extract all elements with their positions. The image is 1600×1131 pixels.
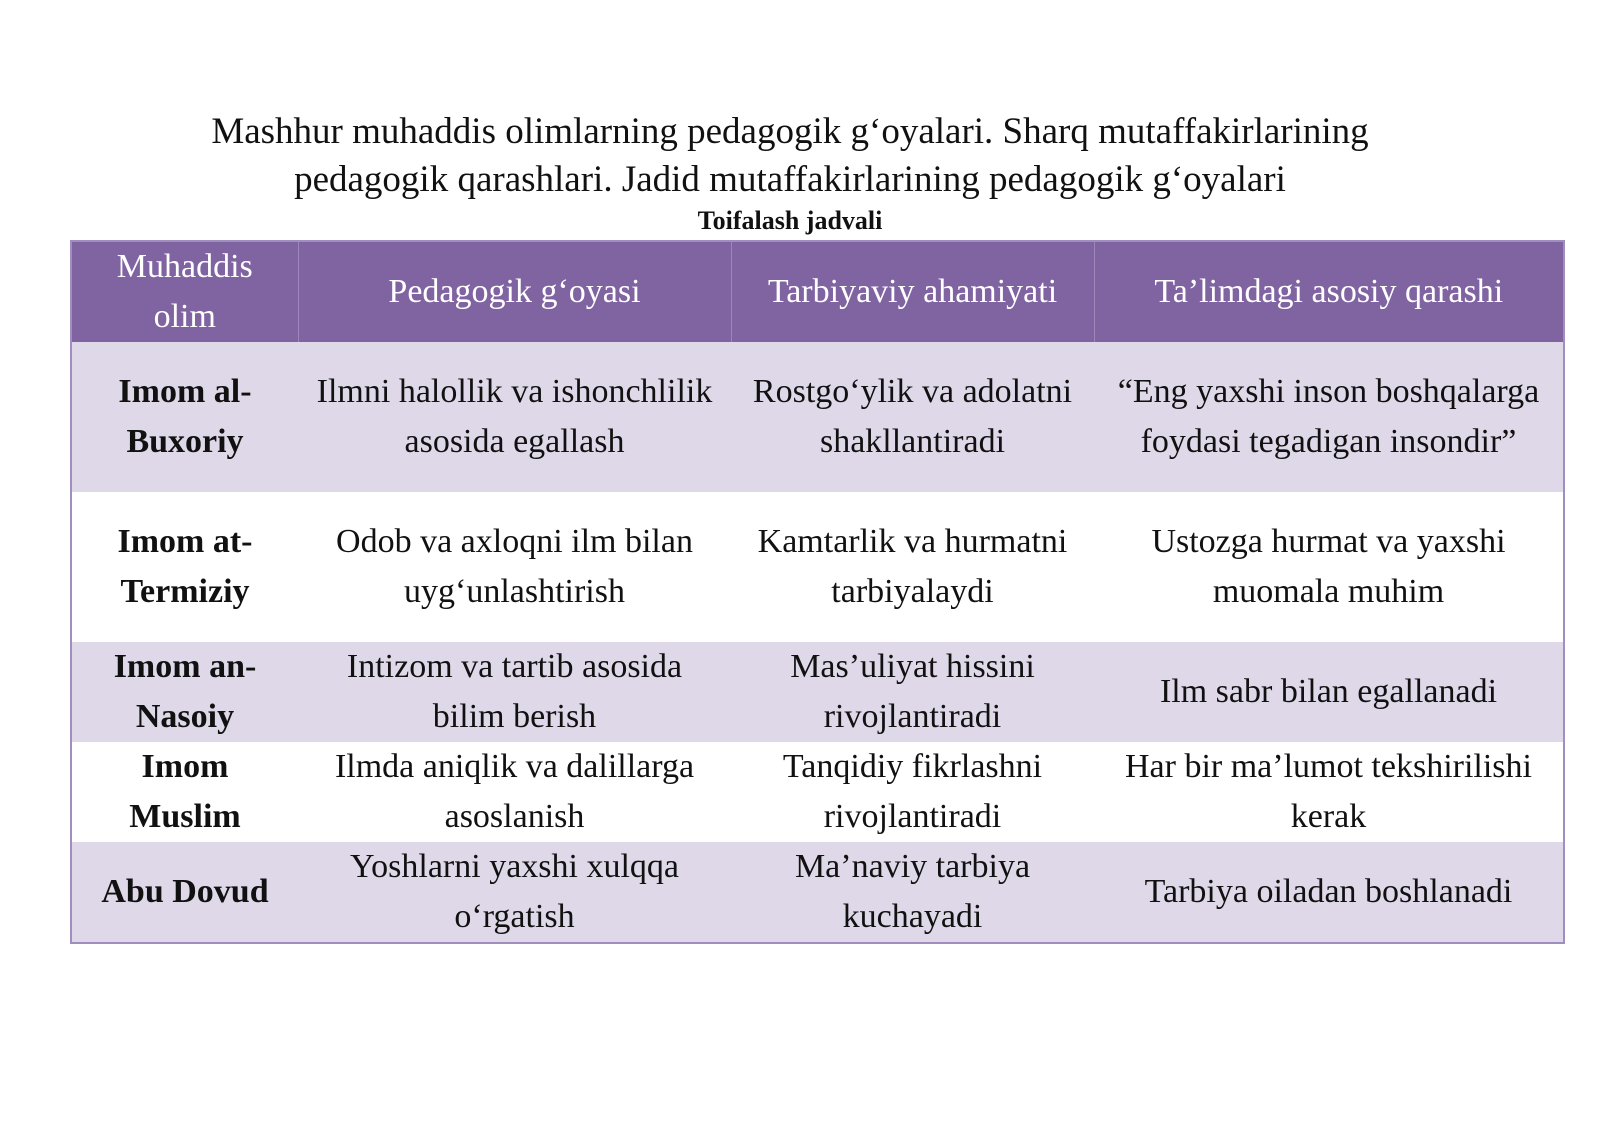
- column-header-pedagogical-idea: Pedagogik g‘oyasi: [298, 241, 731, 342]
- pedagogical-idea-cell: Odob va axloqni ilm bilan uyg‘unlashtirish: [298, 492, 731, 642]
- scholar-name-cell: Imom Muslim: [71, 742, 298, 842]
- educational-significance-cell: Mas’uliyat hissini rivojlantiradi: [731, 642, 1094, 742]
- page-title-line-2: pedagogik qarashlari. Jadid mutaffakirlarining pedagogik g‘oyalari: [294, 159, 1286, 200]
- educational-significance-cell: Kamtarlik va hurmatni tarbiyalaydi: [731, 492, 1094, 642]
- pedagogical-idea-cell: Intizom va tartib asosida bilim berish: [298, 642, 731, 742]
- table-caption: Toifalash jadvali: [697, 206, 883, 235]
- scholar-name-cell: Imom at-Termiziy: [71, 492, 298, 642]
- table-row: [71, 842, 1564, 943]
- table-row: [71, 342, 1564, 492]
- table-row: [71, 742, 1564, 842]
- educational-significance-cell: Rostgo‘ylik va adolatni shakllantiradi: [731, 342, 1094, 492]
- scholar-name-cell: Imom al-Buxoriy: [71, 342, 298, 492]
- page-title-line-1: Mashhur muhaddis olimlarning pedagogik g‘oyalari. Sharq mutaffakirlarining: [211, 111, 1369, 152]
- main-view-cell: Tarbiya oiladan boshlanadi: [1094, 842, 1564, 943]
- column-header-scholar: Muhaddis olim: [71, 241, 298, 342]
- page-title: [100, 108, 1480, 204]
- main-view-cell: “Eng yaxshi inson boshqalarga foydasi tegadigan insondir”: [1094, 342, 1564, 492]
- educational-significance-cell: Ma’naviy tarbiya kuchayadi: [731, 842, 1094, 943]
- table-header-row: [71, 241, 1564, 342]
- main-view-cell: Ilm sabr bilan egallanadi: [1094, 642, 1564, 742]
- table-row: [71, 642, 1564, 742]
- column-header-educational-significance: Tarbiyaviy ahamiyati: [731, 241, 1094, 342]
- scholar-name-cell: Imom an-Nasoiy: [71, 642, 298, 742]
- main-view-cell: Ustozga hurmat va yaxshi muomala muhim: [1094, 492, 1564, 642]
- table-row: [71, 492, 1564, 642]
- pedagogical-idea-cell: Ilmni halollik va ishonchlilik asosida egallash: [298, 342, 731, 492]
- educational-significance-cell: Tanqidiy fikrlashni rivojlantiradi: [731, 742, 1094, 842]
- pedagogical-idea-cell: Yoshlarni yaxshi xulqqa o‘rgatish: [298, 842, 731, 943]
- scholar-name-cell: Abu Dovud: [71, 842, 298, 943]
- classification-table: [70, 240, 1565, 944]
- main-view-cell: Har bir ma’lumot tekshirilishi kerak: [1094, 742, 1564, 842]
- pedagogical-idea-cell: Ilmda aniqlik va dalillarga asoslanish: [298, 742, 731, 842]
- column-header-main-view: Ta’limdagi asosiy qarashi: [1094, 241, 1564, 342]
